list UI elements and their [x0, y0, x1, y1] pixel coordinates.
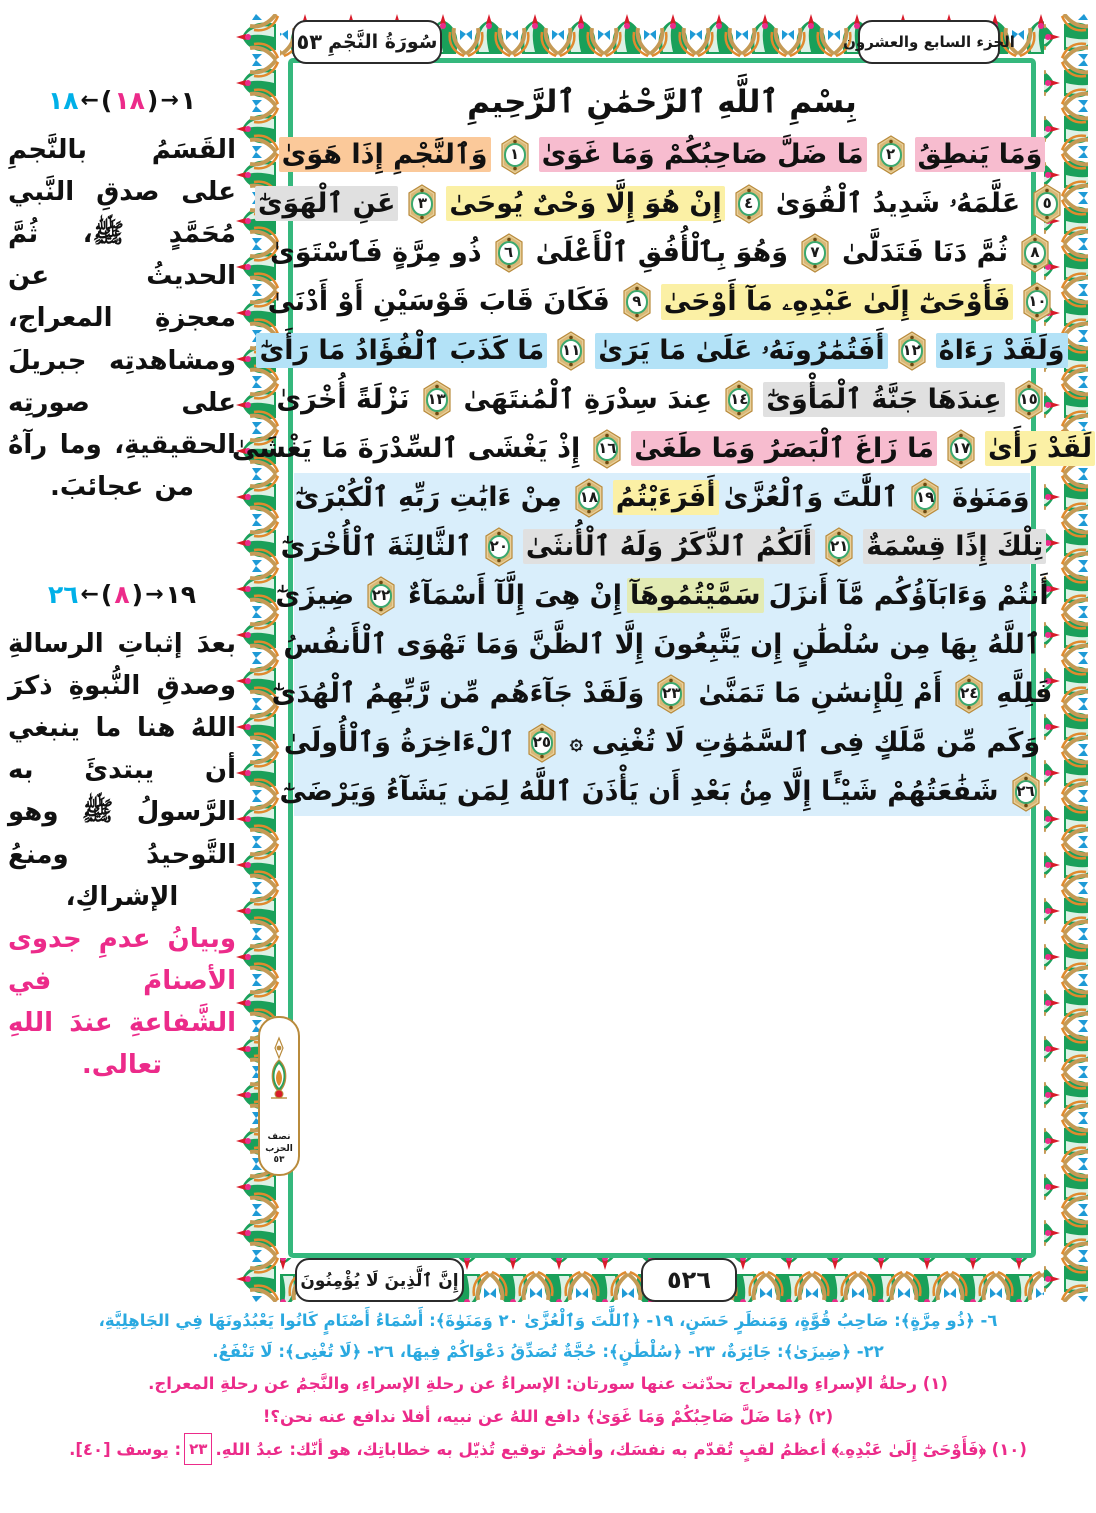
range-start-1: ١ — [180, 86, 197, 115]
ayah-number-marker[interactable] — [941, 429, 981, 469]
ayah-text-segment: وَكَم مِّن مَّلَكٍ فِى ٱلسَّمَٰوَٰتِ لَا تُغْنِى — [591, 727, 1041, 758]
ayah-text-segment: ٱلثَّالِثَةَ ٱلْأُخْرَىٰٓ — [280, 531, 472, 562]
ayah-number-marker[interactable] — [617, 282, 657, 322]
ayah-text-segment: أَفَتُمَٰرُونَهُۥ عَلَىٰ مَا يَرَىٰ — [595, 333, 887, 369]
ayah-line — [283, 620, 1041, 669]
footnote-ref-tail: : يوسف [٤٠]. — [69, 1440, 182, 1460]
ayah-number-marker[interactable] — [905, 478, 945, 518]
ayah-text-segment: مِنْ ءَايَٰتِ رَبِّهِ ٱلْكُبْرَىٰٓ — [294, 482, 562, 513]
ayah-number-text: ١٣ — [427, 390, 446, 408]
ayah-number-marker[interactable] — [719, 380, 759, 420]
ayah-number-marker[interactable] — [361, 576, 401, 616]
ayah-number-marker[interactable] — [795, 233, 835, 273]
bismillah: بِسْمِ ٱللَّهِ ٱلرَّحْمَٰنِ ٱلرَّحِيمِ — [467, 84, 857, 120]
ayah-number-marker[interactable] — [1027, 184, 1067, 224]
ayah-number-marker[interactable] — [729, 184, 769, 224]
ayah-text-segment: عَلَّمَهُۥ شَدِيدُ ٱلْقُوَىٰ — [775, 187, 1021, 219]
ayah-line — [283, 718, 1041, 767]
side-note-block-2 — [8, 580, 236, 1086]
ayah-number-text: ٢٤ — [960, 684, 979, 702]
ayah-number-text: ٨ — [1030, 243, 1040, 261]
footnote-pink-2: (٢) ﴿مَا ضَلَّ صَاحِبُكُمْ وَمَا غَوَىٰ﴾ دافع اللهُ عن نبيه، أفلا ندافع عنه نحن؟! — [262, 1407, 834, 1427]
ayah-text-segment: إِذْ يَغْشَى ٱلسِّدْرَةَ مَا يَغْشَىٰ — [231, 433, 581, 464]
ayah-line — [267, 277, 1047, 326]
ayah-text-segment: وَهُوَ بِٱلْأُفُقِ ٱلْأَعْلَىٰ — [535, 237, 788, 268]
ayah-text-segment: ضِيزَىٰٓ — [275, 580, 355, 611]
side-notes-column — [8, 86, 236, 1166]
ayah-number-text: ١٢ — [902, 341, 921, 359]
ayah-text-segment: مَا ضَلَّ صَاحِبُكُمْ وَمَا غَوَىٰ — [539, 137, 867, 172]
ayah-text-segment: وَٱلنَّجْمِ إِذَا هَوَىٰ — [279, 137, 491, 172]
ayah-text-segment: نَزْلَةً أُخْرَىٰ — [276, 384, 410, 415]
hizb-ornament-icon — [266, 1036, 292, 1128]
ayah-line — [259, 326, 1065, 375]
ayah-line — [271, 669, 1053, 718]
ayah-text-segment: مَا زَاغَ ٱلْبَصَرُ وَمَا طَغَىٰ — [631, 431, 937, 466]
ayah-number-text: ٢ — [885, 145, 896, 163]
ayah-text-segment: وَلَقَدْ رَءَاهُ — [936, 333, 1068, 368]
range-count-2: ٨ — [114, 579, 130, 609]
ayah-number-marker[interactable] — [587, 429, 627, 469]
ayah-text-segment: ثُمَّ دَنَا فَتَدَلَّىٰ — [842, 237, 1008, 268]
ayah-text-segment: إِنْ هِىَ إِلَّآ أَسْمَآءٌ — [408, 580, 622, 611]
ayah-number-text: ١٩ — [915, 488, 935, 506]
ayah-line — [257, 179, 1052, 228]
ayah-number-marker[interactable] — [651, 674, 691, 714]
verse-range-2: ٢٦ ← ( ٨ ) → ١٩ — [47, 579, 197, 609]
ayah-text-segment: وَمَا يَنطِقُ — [915, 137, 1046, 172]
verse-range-1: ١٨ ← ( ١٨ ) → ١ — [47, 86, 197, 115]
ayah-number-text: ٢٦ — [1016, 782, 1035, 800]
ayah-text-segment: أَمْ لِلْإِنسَٰنِ مَا تَمَنَّىٰ — [698, 678, 943, 709]
ayah-number-marker[interactable] — [479, 527, 519, 567]
ayah-number-text: ١٥ — [1019, 390, 1038, 408]
ayah-number-marker[interactable] — [871, 135, 911, 175]
ayah-line — [231, 424, 1093, 473]
ayah-number-marker[interactable] — [892, 331, 932, 371]
ayah-number-text: ١٨ — [579, 488, 598, 506]
footnotes-area — [14, 1306, 1082, 1466]
ayah-number-text: ١٠ — [1028, 292, 1047, 310]
ayah-text-segment: ٱللَّهُ بِهَا مِن سُلْطَٰنٍ إِن يَتَّبِعُونَ إِلَّا ٱلظَّنَّ وَمَا تَهْوَى ٱلْأَنفُسُ — [283, 629, 1041, 660]
footnote-blue-2: ٢٢- ﴿ضِيزَىٰ﴾: جَائِرَةٌ، ٢٣- ﴿سُلْطَٰنٍ﴾: حُجَّةٌ تُصَدِّقُ دَعْوَاكُمْ فِيهَا، ٢٦- ﴿لَا تُغْنِى﴾: لَا تَنْفَعُ. — [212, 1341, 884, 1361]
ayah-text-segment: فَكَانَ قَابَ قَوْسَيْنِ أَوْ أَدْنَىٰ — [267, 286, 610, 317]
footnote-pink-3-text: (١٠) ﴿فَأَوْحَىٰٓ إِلَىٰ عَبْدِهِۦ﴾ أعظمُ لقبٍ تُقدّم به نفسَك، وأفخمُ توقيع تُذيّل به خطاباتِك، هو أنّك: عبدُ اللهِ. — [215, 1440, 1027, 1460]
ayah-number-text: ٤ — [744, 194, 754, 212]
ayah-text-segment: إِنْ هُوَ إِلَّا وَحْىٌ يُوحَىٰ — [446, 186, 724, 221]
ayah-text-segment: أَنتُمْ وَءَابَآؤُكُم مَّآ أَنزَلَ — [768, 580, 1049, 611]
ayah-number-text: ٢٣ — [662, 684, 681, 702]
ayah-text-segment: فَأَوْحَىٰٓ إِلَىٰ عَبْدِهِۦ مَآ أَوْحَىٰ — [661, 284, 1014, 320]
range-count-1: ١٨ — [114, 86, 145, 115]
hizb-marker — [258, 1016, 300, 1176]
range-end-2: ٢٦ — [47, 579, 79, 609]
ayah-number-text: ٢١ — [830, 537, 849, 555]
ayah-number-marker[interactable] — [489, 233, 529, 273]
ayah-number-text: ١١ — [562, 341, 581, 359]
ayah-text-segment: عَنِ ٱلْهَوَىٰٓ — [255, 186, 399, 221]
surah-number: ٥٣ — [296, 30, 323, 54]
ayah-number-text: ٧ — [810, 243, 820, 261]
ayah-line — [275, 571, 1049, 620]
range-start-2: ١٩ — [165, 579, 197, 609]
ayah-text-segment: ٱلْءَاخِرَةُ وَٱلْأُولَىٰ — [283, 727, 515, 758]
hizb-label-1: نصف — [267, 1132, 291, 1143]
ayah-number-text: ١٦ — [598, 439, 617, 457]
ayah-number-text: ٢٢ — [371, 586, 391, 604]
ayah-number-text: ٩ — [632, 292, 642, 310]
ayah-number-text: ١٧ — [951, 439, 971, 457]
side-note-block-1 — [8, 86, 236, 508]
surah-name: سُورَةُ النَّجْمِ — [328, 31, 438, 53]
ayah-text-segment: ٱللَّٰتَ وَٱلْعُزَّىٰ — [723, 482, 899, 513]
footnote-ref-box: ٢٣ — [184, 1433, 212, 1465]
ayah-number-marker[interactable] — [569, 478, 609, 518]
footnote-pink-1: (١) رحلةُ الإسراءِ والمعراج تحدّثت عنها سورتان: الإسراءُ عن رحلةِ الإسراءِ، والنَّجمُ عن رحلةِ المعراج. — [148, 1374, 948, 1394]
ornamental-frame — [231, 14, 1093, 1302]
ayah-text-segment: تِلْكَ إِذًا قِسْمَةٌ — [863, 529, 1046, 564]
ayah-line — [280, 522, 1044, 571]
side-note-text-1: القَسَمُ بالنَّجمِ على صدقِ النَّبي مُحَمَّدٍ ﷺ، ثُمَّ الحديثُ عن معجزةِ المعراج، ومشاهدتِه جبريلَ على صورتِه الحقيقيةِ، وما رآهُ من عجائبَ. — [8, 135, 236, 502]
hizb-label-2: الحزب — [265, 1143, 293, 1154]
page-number-cartouche — [641, 1258, 737, 1302]
surah-cartouche[interactable] — [292, 20, 442, 64]
juz-cartouche[interactable] — [843, 20, 1015, 64]
page-number: ٥٢٦ — [667, 1266, 711, 1294]
ayah-text-segment: ذُو مِرَّةٍ فَٱسْتَوَىٰ — [269, 237, 482, 268]
ayah-text-segment: أَفَرَءَيْتُمُ — [613, 480, 719, 515]
ayah-number-marker[interactable] — [495, 135, 535, 175]
ayah-text-segment: لَقَدْ رَأَىٰ — [985, 431, 1095, 466]
ayah-text-segment: سَمَّيْتُمُوهَآ — [627, 578, 764, 613]
catchword: إِنَّ ٱلَّذِينَ لَا يُؤْمِنُونَ — [300, 1270, 459, 1291]
ayah-line — [269, 228, 1040, 277]
ayah-number-text: ٣ — [417, 194, 427, 212]
ayah-text-segment: عِندَ سِدْرَةِ ٱلْمُنتَهَىٰ — [463, 384, 713, 415]
ayah-number-marker[interactable] — [1017, 282, 1057, 322]
ayah-text-segment: وَمَنَوٰةَ — [952, 482, 1030, 513]
range-end-1: ١٨ — [47, 86, 79, 115]
ayah-number-text: ١ — [509, 145, 520, 163]
ayah-line — [276, 375, 1038, 424]
ayah-line — [281, 130, 1043, 179]
ayah-number-marker[interactable] — [1015, 233, 1055, 273]
ayah-number-marker[interactable] — [819, 527, 859, 567]
side-note-text-2-pink: وبيانُ عدمِ جدوى الأصنامَ في الشَّفاعةِ عندَ اللهِ تعالى. — [8, 923, 236, 1081]
ayah-number-marker[interactable] — [1009, 380, 1049, 420]
ayah-number-marker[interactable] — [949, 674, 989, 714]
footnote-blue-1: ٦- ﴿ذُو مِرَّةٍ﴾: صَاحِبُ قُوَّةٍ، وَمَنظَرٍ حَسَنٍ، ١٩- ﴿ٱللَّٰتَ وَٱلْعُزَّىٰ ٢٠ وَمَنَوٰةَ﴾: أَسْمَاءُ أَصْنَامٍ كَانُوا يَعْبُدُونَهَا فِي الجَاهِلِيَّةِ، — [98, 1311, 998, 1330]
ayah-line — [279, 767, 1035, 816]
ayah-line — [294, 473, 1030, 522]
ayah-text-segment: شَفَٰعَتُهُمْ شَيْـًٔا إِلَّا مِنۢ بَعْدِ أَن يَأْذَنَ ٱللَّهُ لِمَن يَشَآءُ وَيَرْضَىٰٓ — [279, 776, 999, 807]
rub-el-hizb-icon: ۞ — [569, 730, 583, 755]
catchword-cartouche — [295, 1258, 464, 1302]
ayah-text-segment: أَلَكُمُ ٱلذَّكَرُ وَلَهُ ٱلْأُنثَىٰ — [523, 529, 815, 564]
ayah-text-segment: عِندَهَا جَنَّةُ ٱلْمَأْوَىٰٓ — [763, 382, 1004, 417]
ayah-text-segment: مَا كَذَبَ ٱلْفُؤَادُ مَا رَأَىٰٓ — [256, 333, 547, 368]
ayah-text-segment: فَلِلَّهِ — [996, 678, 1053, 709]
hizb-label-3: ٥٣ — [273, 1154, 285, 1165]
ayah-number-marker[interactable] — [522, 723, 562, 763]
ayah-number-marker[interactable] — [417, 380, 457, 420]
ayah-number-text: ٥ — [1042, 194, 1052, 212]
ayah-number-text: ٢٥ — [532, 733, 552, 751]
ayah-number-marker[interactable] — [402, 184, 442, 224]
ayah-number-text: ٦ — [504, 243, 514, 261]
side-note-text-2: بعدَ إثباتِ الرسالةِ وصدقِ النُّبوةِ ذكرَ اللهُ هنا ما ينبغي أن يبتدئَ به الرَّسولُ ﷺ وهو التَّوحيدُ ومنعُ الإشراكِ، — [8, 628, 236, 912]
ayah-number-marker[interactable] — [1006, 772, 1046, 812]
footnote-pink-3 — [14, 1433, 1082, 1466]
ayah-text-segment: وَلَقَدْ جَآءَهُم مِّن رَّبِّهِمُ ٱلْهُدَىٰٓ — [271, 678, 645, 709]
ayah-number-text: ١٤ — [730, 390, 749, 408]
juz-label: الجزء السابع والعشرون — [843, 33, 1015, 51]
ayah-number-text: ٢٠ — [489, 537, 508, 555]
ayah-number-marker[interactable] — [551, 331, 591, 371]
